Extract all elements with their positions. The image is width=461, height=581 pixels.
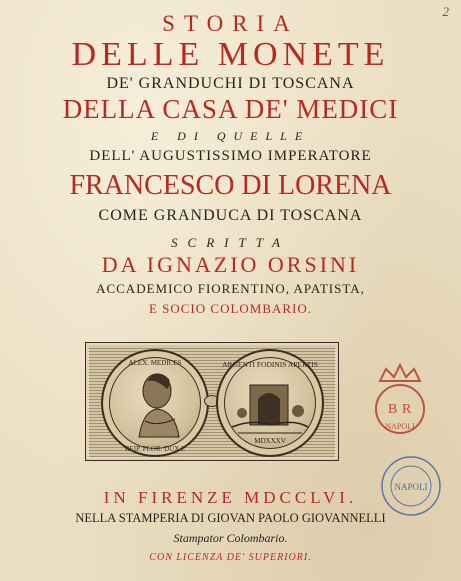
- author-name: DA IGNAZIO ORSINI: [101, 252, 360, 277]
- round-seal-icon: [380, 455, 442, 517]
- library-stamp-blue: [380, 455, 442, 517]
- medal-engraving: [85, 342, 339, 461]
- author-affiliation: ACCADEMICO FIORENTINO, APATISTA,: [96, 281, 365, 296]
- obverse-legend: REIP. FLOR. DUX I.: [124, 445, 186, 453]
- title-casa-medici: DELLA CASA DE' MEDICI: [62, 94, 399, 124]
- page-mark: 2: [442, 4, 449, 19]
- reverse-exergue: MDXXXV: [254, 437, 286, 445]
- title-delle-monete: DELLE MONETE: [71, 36, 390, 73]
- subtitle-scritta: SCRITTA: [171, 235, 290, 250]
- svg-text:B: B: [388, 402, 398, 417]
- svg-text:R: R: [402, 402, 412, 417]
- library-stamp-red: [362, 357, 438, 437]
- reverse-legend: ARGENTI FODINIS APERTIS: [222, 360, 318, 369]
- portrait-bust-icon: [103, 351, 207, 455]
- medal-obverse: [101, 349, 209, 457]
- imprint-place-date: IN FIRENZE MDCCLVI.: [103, 488, 358, 507]
- author-society: E SOCIO COLOMBARIO.: [148, 301, 313, 316]
- title-francesco-lorena: FRANCESCO DI LORENA: [69, 170, 392, 201]
- imprint-printer-title: Stampator Colombario.: [173, 531, 288, 545]
- mine-scene-icon: [218, 351, 322, 455]
- imprint-license: CON LICENZA DE' SUPERIORI.: [149, 552, 312, 563]
- imprint-printer: NELLA STAMPERIA DI GIOVAN PAOLO GIOVANNELLI: [75, 511, 386, 525]
- medal-reverse: [216, 349, 324, 457]
- subtitle-granduca: COME GRANDUCA DI TOSCANA: [98, 207, 363, 224]
- svg-text:NAPOLI: NAPOLI: [394, 482, 428, 492]
- subtitle-e-di-quelle: E DI QUELLE: [150, 129, 311, 143]
- subtitle-granduchi: DE' GRANDUCHI DI TOSCANA: [106, 75, 355, 92]
- obverse-legend-top: ALEX. MEDICES: [128, 359, 182, 367]
- svg-text:NAPOLI: NAPOLI: [385, 422, 415, 431]
- title-storia: STORIA: [162, 11, 299, 36]
- crown-seal-icon: [362, 357, 438, 437]
- subtitle-imperatore: DELL' AUGUSTISSIMO IMPERATORE: [89, 148, 372, 164]
